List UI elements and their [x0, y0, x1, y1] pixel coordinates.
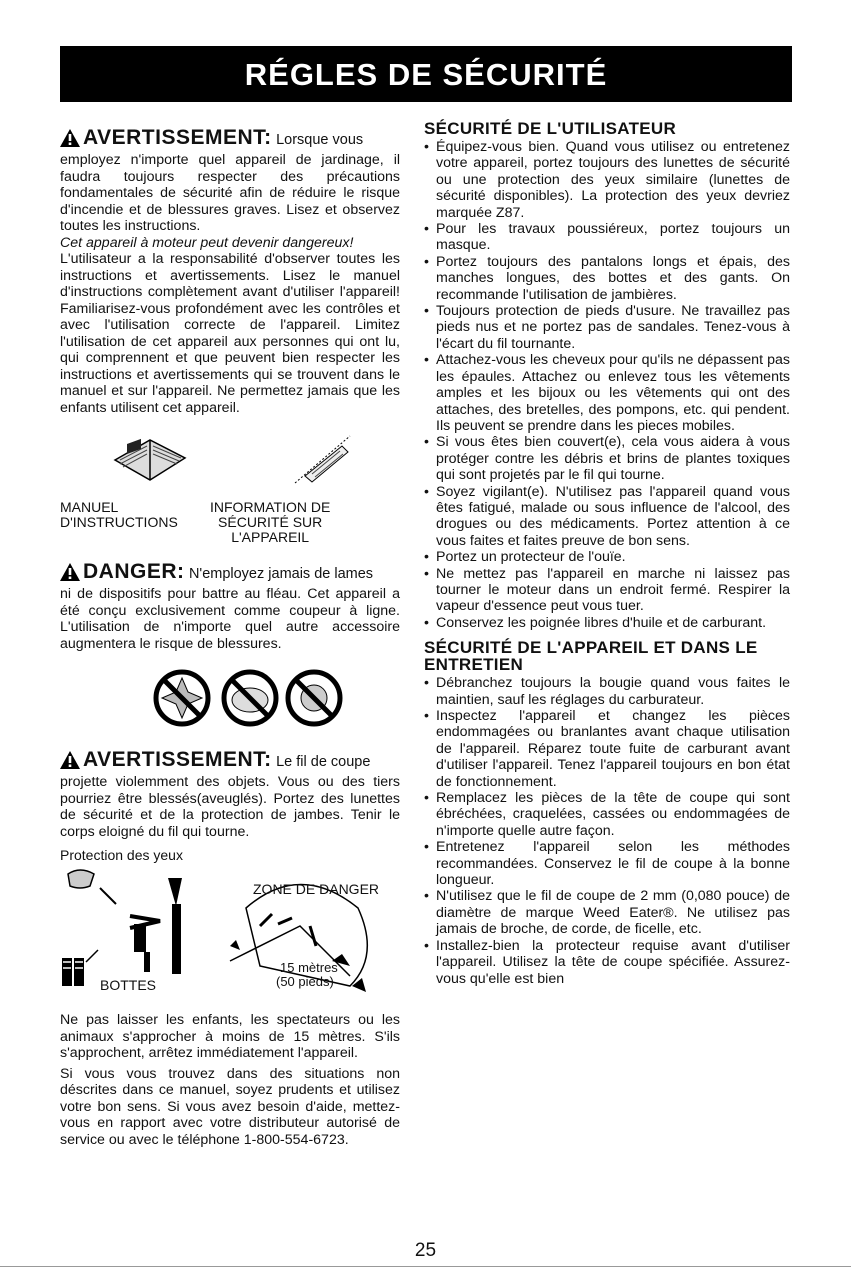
list-item: • Toujours protection de pieds d'usure. Ne travaillez pas pieds nus et ne portez pas de sandales. Tenez-vous à l'écart du fil tournante.	[424, 303, 790, 352]
list-item: • Soyez vigilant(e). N'utilisez pas l'appareil quand vous êtes fatigué, malade ou sous influence de l'alcool, des drogues ou des médicaments. Portez attention à ce vous faites et faites preuve de bon sens.	[424, 484, 790, 550]
page-banner: RÉGLES DE SÉCURITÉ	[60, 46, 792, 102]
danger-block	[60, 560, 400, 652]
no-flail-icon	[282, 666, 346, 730]
safety-decal-icon	[290, 428, 360, 488]
warning-lead: Lorsque vous	[276, 132, 364, 148]
list-item: • Portez un protecteur de l'ouïe.	[424, 549, 790, 565]
zone-label: ZONE DE DANGER	[253, 881, 380, 897]
user-safety-list	[424, 139, 790, 631]
warning-body: projette violemment des objets. Vous ou des tiers pourriez être blessés(aveuglés). Portez des lunettes de sécurité et de la protection de jambes. Tenir le corps eloigné du fil qui tourne.	[60, 774, 400, 840]
boots-label: BOTTES	[100, 977, 157, 993]
info-label: INFORMATION DE SÉCURITÉ SUR L'APPAREIL	[210, 499, 331, 545]
page-number: 25	[414, 1240, 437, 1261]
no-blade-icon	[150, 666, 214, 730]
user-safety-heading: SÉCURITÉ DE L'UTILISATEUR	[424, 119, 677, 138]
danger-body: ni de dispositifs pour battre au fléau. Cet appareil a été conçu exclusivement comme coupeur à ligne. L'utilisation de n'importe quel autre accessoire augmentera le risque de blessures.	[60, 586, 400, 652]
warning-triangle-icon	[60, 751, 80, 774]
list-item: • N'utilisez que le fil de coupe de 2 mm (0,080 pouce) de diamètre de marque Weed Eater®. Ne utilisez pas jamais de broche, de corde, de ficelle, etc.	[424, 888, 790, 937]
list-item: • Remplacez les pièces de la tête de coupe qui sont ébréchées, craquelées, cassées ou endommagées de n'importe quelle autre façon.	[424, 790, 790, 839]
warning-triangle-icon	[60, 563, 80, 586]
list-item: • Si vous êtes bien couvert(e), cela vous aidera à vous protéger contre les débris et brins de plantes toxiques qui sont projetés par le fil qui tourne.	[424, 434, 790, 483]
left-column	[60, 116, 400, 1148]
danger-zone-illustration	[60, 848, 400, 998]
manual-book-icon	[105, 430, 195, 488]
danger-heading: DANGER:	[83, 560, 185, 583]
list-item: • Pour les travaux poussiéreux, portez toujours un masque.	[424, 221, 790, 254]
manual-label: MANUEL D'INSTRUCTIONS	[60, 499, 178, 530]
right-column	[424, 120, 790, 987]
list-item: • Inspectez l'appareil et changez les pièces endommagées ou branlantes avant chaque utilisation de l'appareil. Réparez toute fuite de carburant avant d'utiliser l'appareil. Tenez l'appareil toujours en bon état de fonctionnement.	[424, 708, 790, 790]
list-item: • Ne mettez pas l'appareil en marche ni laissez pas tourner le moteur dans un endroit fermé. Respirer la vapeur d'essence peut vous tuer.	[424, 566, 790, 615]
danger-lead: N'employez jamais de lames	[188, 566, 374, 582]
list-item: • Conservez les poignée libres d'huile et de carburant.	[424, 615, 790, 631]
warning-block-1	[60, 126, 400, 416]
list-item: • Débranchez toujours la bougie quand vous faites le maintien, sauf les réglages du carburateur.	[424, 675, 790, 708]
list-item: • Équipez-vous bien. Quand vous utilisez ou entretenez votre appareil, portez toujours des lunettes de sécurité ou une protection des yeux similaire (lunettes de sécurité disponibles). La protection des yeux devriez marquée Z87.	[424, 139, 790, 221]
warning-triangle-icon	[60, 129, 80, 152]
unit-safety-list	[424, 675, 790, 987]
warning-heading: AVERTISSEMENT:	[83, 126, 272, 149]
prohibited-blades-illustration	[60, 660, 400, 738]
warning-italic: Cet appareil à moteur peut devenir dangereux!	[60, 234, 354, 251]
manual-illustration	[60, 430, 400, 548]
warning-lead: Le fil de coupe	[276, 754, 371, 770]
list-item: • Attachez-vous les cheveux pour qu'ils ne dépassent pas les épaules. Attachez ou enlevez tous les vêtements amples et les bijoux ou les vêtements qui ont des attaches, des bretelles, des pompons, etc. qui pendent. Ils peuvent se prendre dans les pieces mobiles.	[424, 352, 790, 434]
list-item: • Portez toujours des pantalons longs et épais, des manches longues, des bottes et des gants. On recommande l'utilisation de jambières.	[424, 254, 790, 303]
list-item: • Installez-bien la protecteur requise avant d'utiliser l'appareil. Utilisez la tête de coupe spécifiée. Assurez-vous qu'elle est bien	[424, 938, 790, 987]
unit-safety-heading: SÉCURITÉ DE L'APPAREIL ET DANS LE ENTRETIEN	[424, 638, 758, 675]
eye-protection-label: Protection des yeux	[60, 847, 183, 863]
list-item: • Entretenez l'appareil selon les méthodes recommandées. Conservez le fil de coupe à la bonne longueur.	[424, 839, 790, 888]
warning-body: employez n'importe quel appareil de jardinage, il faudra toujours respecter des précautions fondamentales de sécurité afin de réduire le risque d'incendie et de blessures graves. Lisez et observez toutes les instructions.	[60, 152, 400, 234]
meters-label: 15 mètres	[280, 960, 338, 975]
feet-label: (50 pieds)	[276, 974, 334, 989]
help-paragraph: Si vous vous trouvez dans des situations non déscrites dans ce manuel, soyez prudents et utilisez votre bon sens. Si vous avez besoin d'aide, mettez-vous en rapport avec votre distributeur autorisé de service ou avec le téléphone 1-800-554-6723.	[60, 1065, 400, 1148]
warning-block-2	[60, 748, 400, 840]
warning-body-2: L'utilisateur a la responsabilité d'observer toutes les instructions et avertissements. Lisez le manuel d'instructions complètement avant d'utiliser l'appareil! Familiarisez-vous profondément avec les contrôles et avec l'utilisation correcte de l'appareil. Limitez l'utilisation de cet appareil aux personnes qui ont lu, qui comprennent et que peuvent bien respecter les instructions et avertissements qui se trouvent dans le manuel et sur l'appareil. Ne permettez jamais que les enfants utilisent cet appareil.	[60, 251, 400, 416]
warning-heading: AVERTISSEMENT:	[83, 748, 272, 771]
children-paragraph: Ne pas laisser les enfants, les spectateurs ou les animaux s'approcher à moins de 15 mètres. S'ils s'approchent, arrêtez immédiatement l'appareil.	[60, 1012, 400, 1061]
no-disc-icon	[218, 666, 282, 730]
